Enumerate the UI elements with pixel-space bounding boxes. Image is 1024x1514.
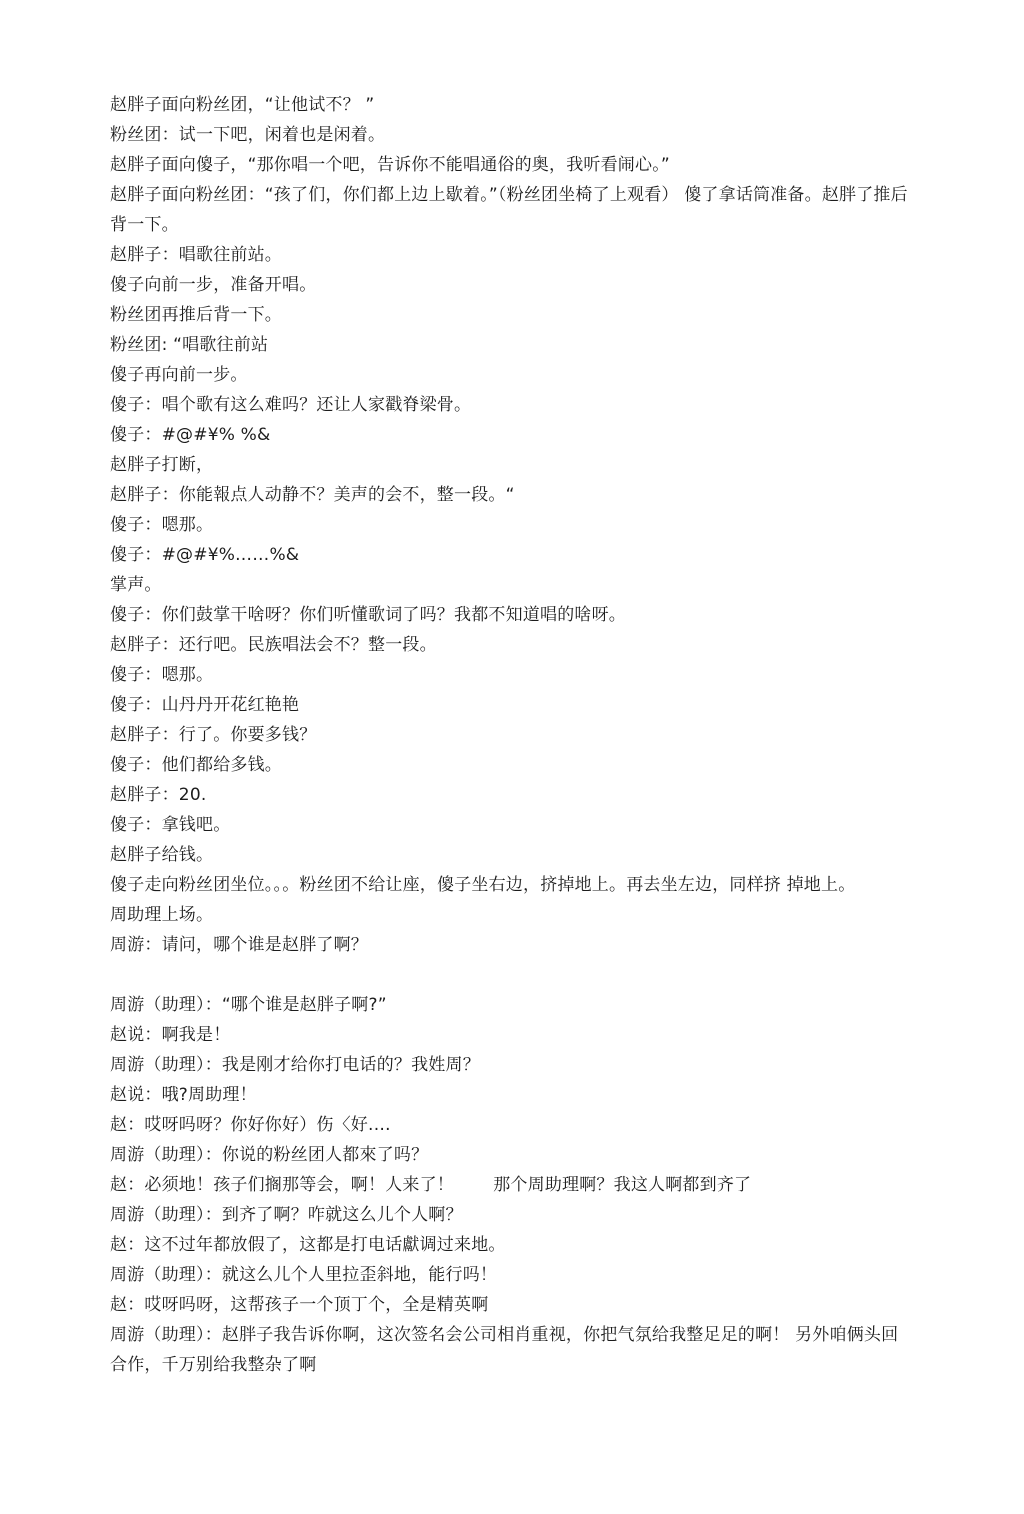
text-line: 赵胖子面向粉丝团：“孩了们，你们都上边上歇着。”（粉丝团坐椅了上观看） 傻了拿话筒准备。赵胖了推后背一下。 bbox=[110, 185, 908, 235]
text-line: 赵胖子：20. bbox=[110, 785, 207, 805]
text-line: 傻子：他们都给多钱。 bbox=[110, 755, 282, 775]
text-line: 傻子：#@#¥% %& bbox=[110, 425, 271, 445]
text-line: 周游（助理）：“哪个谁是赵胖子啊?” bbox=[110, 995, 387, 1015]
text-line: 傻子：#@#¥%……%& bbox=[110, 545, 300, 565]
text-line: 周游（助理）：到齐了啊？咋就这么儿个人啊？ bbox=[110, 1205, 463, 1225]
text-line: 赵胖子：你能報点人动静不？美声的会不，整一段。“ bbox=[110, 485, 515, 505]
text-line: 周游（助理）：赵胖子我告诉你啊，这次签名会公司相肖重视，你把气氛给我整足足的啊！ 另外咱俩头回合作，千万别给我整杂了啊 bbox=[110, 1325, 899, 1375]
text-line: 粉丝团：试一下吧，闲着也是闲着。 bbox=[110, 125, 386, 145]
text-line: 赵胖子打断， bbox=[110, 455, 214, 475]
text-line: 傻子：拿钱吧。 bbox=[110, 815, 231, 835]
text-line: 赵胖子：唱歌往前站。 bbox=[110, 245, 282, 265]
text-line: 赵胖子面向粉丝团，“让他试不？ ” bbox=[110, 95, 375, 115]
text-line: 傻子：嗯那。 bbox=[110, 515, 214, 535]
text-line: 周游：请问，哪个谁是赵胖了啊？ bbox=[110, 935, 368, 955]
script-text-body bbox=[110, 90, 910, 1380]
text-line: 粉丝团: “唱歌往前站 bbox=[110, 335, 269, 355]
text-line: 赵：必须地！孩子们搁那等会，啊！人来了！ 那个周助理啊？我这人啊都到齐了 bbox=[110, 1175, 752, 1195]
text-line: 赵：这不过年都放假了，这都是打电话獻调过来地。 bbox=[110, 1235, 506, 1255]
text-line: 赵胖子：行了。你要多钱？ bbox=[110, 725, 317, 745]
blank-line bbox=[110, 960, 910, 990]
text-line: 傻子：山丹丹开花红艳艳 bbox=[110, 695, 300, 715]
text-line: 赵说：啊我是！ bbox=[110, 1025, 231, 1045]
text-line: 赵：哎呀吗呀？你好你好）伤〈好.… bbox=[110, 1115, 391, 1135]
text-line: 赵说：哦?周助理！ bbox=[110, 1085, 257, 1105]
text-line: 粉丝团再推后背一下。 bbox=[110, 305, 282, 325]
text-line: 傻子再向前一步。 bbox=[110, 365, 248, 385]
text-line: 傻子：唱个歌有这么难吗？还让人家戳脊梁骨。 bbox=[110, 395, 472, 415]
text-line: 傻子：嗯那。 bbox=[110, 665, 214, 685]
text-line: 周游（助理）：就这么儿个人里拉歪斜地，能行吗！ bbox=[110, 1265, 498, 1285]
text-line: 赵胖子面向傻子，“那你唱一个吧，告诉你不能唱通俗的奥，我听看闹心。” bbox=[110, 155, 670, 175]
text-line: 赵胖子给钱。 bbox=[110, 845, 214, 865]
text-line: 赵胖子：还行吧。民族唱法会不？整一段。 bbox=[110, 635, 437, 655]
text-line: 周游（助理）：你说的粉丝团人都來了吗？ bbox=[110, 1145, 429, 1165]
text-line: 周助理上场。 bbox=[110, 905, 214, 925]
text-line: 傻子：你们鼓掌干啥呀？你们听懂歌词了吗？我都不知道唱的啥呀。 bbox=[110, 605, 626, 625]
text-line: 周游（助理）：我是刚才给你打电话的？我姓周？ bbox=[110, 1055, 480, 1075]
text-line: 掌声。 bbox=[110, 575, 162, 595]
text-line: 傻子走向粉丝团坐位。。。粉丝团不给让座，傻子坐右边，挤掉地上。再去坐左边，同样挤 掉地上。 bbox=[110, 875, 856, 895]
text-line: 赵：哎呀吗呀，这帮孩子一个顶丁个，全是精英啊 bbox=[110, 1295, 489, 1315]
text-line: 傻子向前一步，准备开唱。 bbox=[110, 275, 317, 295]
